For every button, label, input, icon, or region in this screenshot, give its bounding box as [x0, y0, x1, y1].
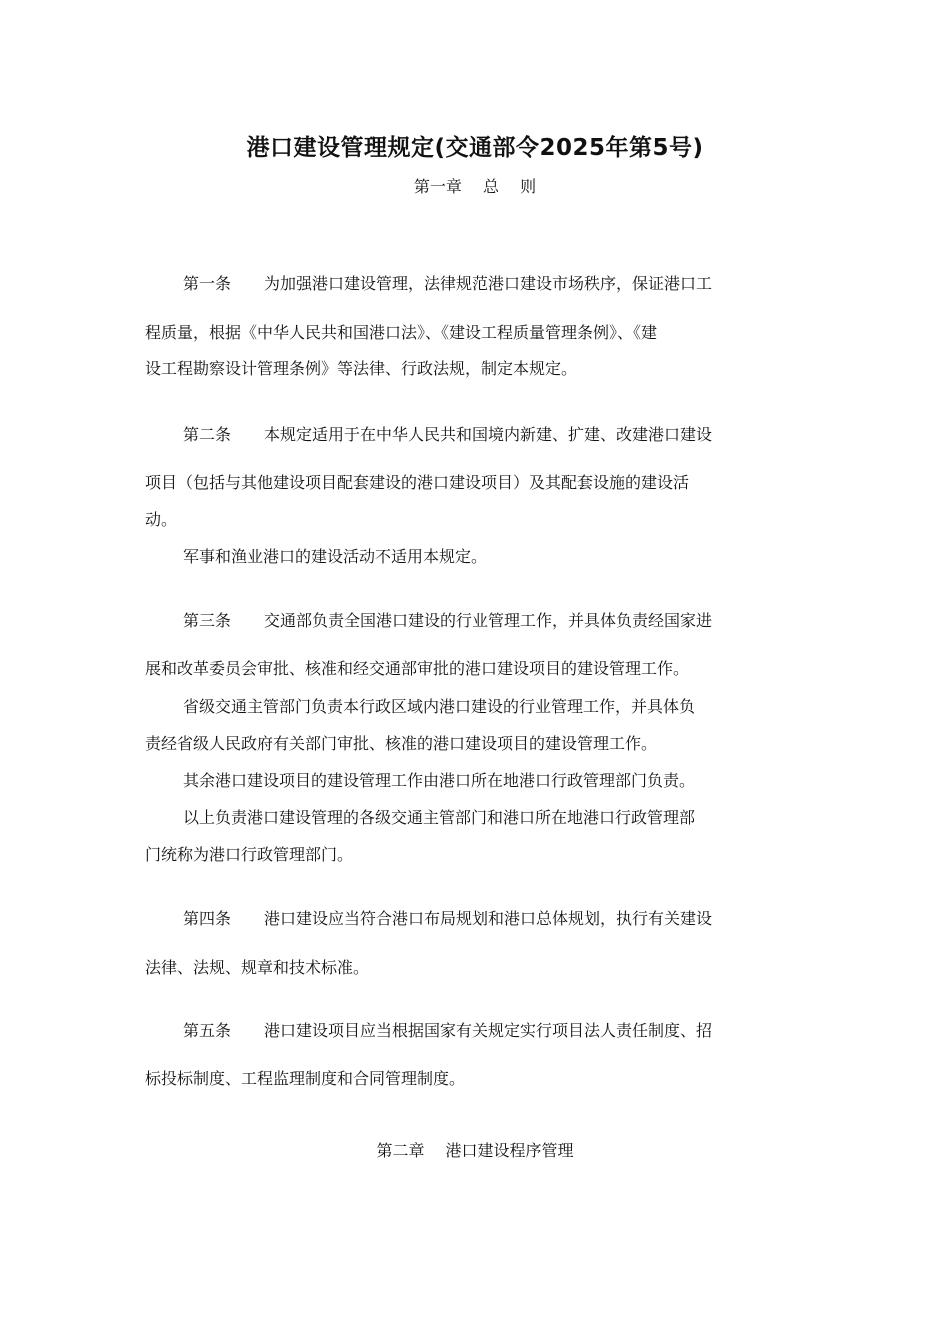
chapter-heading-1: 第一章 总 则: [413, 177, 537, 196]
article-3-line: 展和改革委员会审批、核准和经交通部审批的港口建设项目的建设管理工作。: [145, 659, 690, 678]
article-4-label: 第四条: [183, 909, 232, 928]
article-2-line: 项目（包括与其他建设项目配套建设的港口建设项目）及其配套设施的建设活: [145, 473, 690, 492]
article-3-line: 门统称为港口行政管理部门。: [145, 845, 354, 864]
article-4-first-line: [183, 907, 712, 931]
article-5-text: 港口建设项目应当根据国家有关规定实行项目法人责任制度、招: [264, 1021, 713, 1040]
article-2-paragraph: 军事和渔业港口的建设活动不适用本规定。: [183, 547, 488, 566]
article-1-text: 为加强港口建设管理，法律规范港口建设市场秩序，保证港口工: [264, 274, 713, 293]
article-1-line: 设工程勘察设计管理条例》等法律、行政法规，制定本规定。: [145, 359, 578, 378]
article-4-text: 港口建设应当符合港口布局规划和港口总体规划，执行有关建设: [264, 909, 713, 928]
article-3-paragraph: 以上负责港口建设管理的各级交通主管部门和港口所在地港口行政管理部: [183, 808, 696, 827]
article-2-text: 本规定适用于在中华人民共和国境内新建、扩建、改建港口建设: [264, 425, 713, 444]
article-2-first-line: [183, 423, 712, 447]
article-1-label: 第一条: [183, 274, 232, 293]
article-3-text: 交通部负责全国港口建设的行业管理工作，并具体负责经国家进: [264, 611, 713, 630]
article-3-label: 第三条: [183, 611, 232, 630]
article-4-line: 法律、法规、规章和技术标准。: [145, 958, 370, 977]
article-3-line: 责经省级人民政府有关部门审批、核准的港口建设项目的建设管理工作。: [145, 734, 658, 753]
article-3-paragraph: 其余港口建设项目的建设管理工作由港口所在地港口行政管理部门负责。: [183, 771, 696, 790]
article-5-first-line: [183, 1019, 712, 1043]
document-title: 港口建设管理规定(交通部令2025年第5号): [246, 135, 704, 161]
article-5-label: 第五条: [183, 1021, 232, 1040]
article-1-first-line: [183, 272, 712, 296]
article-2-label: 第二条: [183, 425, 232, 444]
article-1-line: 程质量，根据《中华人民共和国港口法》、《建设工程质量管理条例》、《建: [145, 323, 658, 342]
article-3-first-line: [183, 609, 712, 633]
article-2-line: 动。: [145, 510, 178, 529]
chapter-heading-2: 第二章 港口建设程序管理: [376, 1141, 574, 1160]
article-3-paragraph: 省级交通主管部门负责本行政区域内港口建设的行业管理工作，并具体负: [183, 697, 696, 716]
article-5-line: 标投标制度、工程监理制度和合同管理制度。: [145, 1069, 466, 1088]
